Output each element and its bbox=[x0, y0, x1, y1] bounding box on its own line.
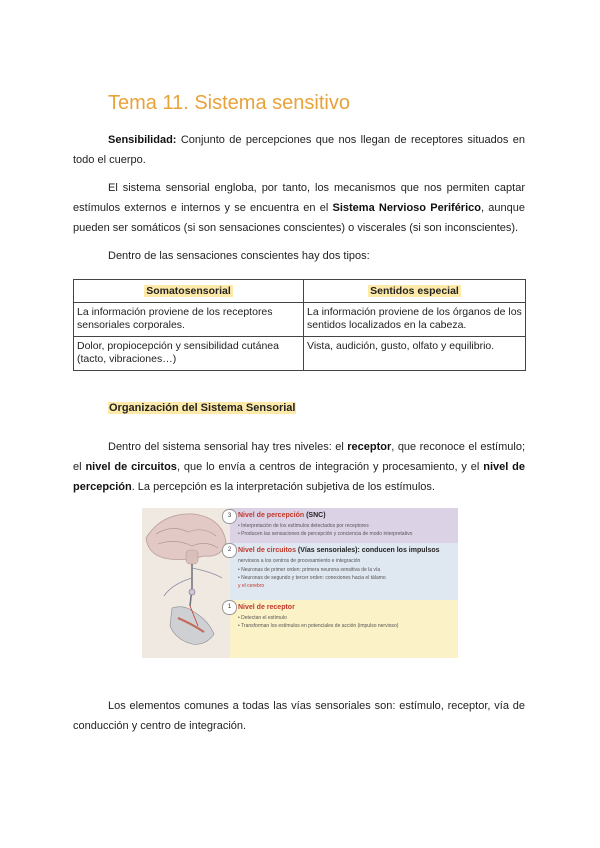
level-badge: 3 bbox=[222, 509, 237, 524]
sensations-table bbox=[73, 279, 526, 371]
paragraph-text: Dentro de las sensaciones conscientes hay dos tipos: bbox=[108, 250, 370, 262]
section-heading: Organización del Sistema Sensorial bbox=[109, 402, 296, 414]
level-badge: 1 bbox=[222, 600, 237, 615]
figure-bullet: • Transforman los estímulos en potenciales de acción (impulso nervioso) bbox=[238, 623, 399, 629]
term-nivel-circuitos: nivel de circuitos bbox=[85, 461, 177, 473]
paragraph-elementos bbox=[73, 696, 525, 736]
table-header: Somatosensorial bbox=[74, 280, 304, 303]
definition-text: Conjunto de percepciones que nos llegan de receptores situados en todo el cuerpo. bbox=[73, 134, 525, 166]
figure-note: y el cerebro bbox=[238, 583, 265, 589]
term-sensibilidad: Sensibilidad: bbox=[108, 134, 177, 146]
table-row bbox=[74, 337, 526, 371]
paragraph-niveles: Dentro del sistema sensorial hay tres niveles: el receptor, que reconoce el estímulo; el nivel de circuitos, que lo envía a centros de integración y procesamiento, y el nivel de percepción. La percepción es la interpretación subjetiva de los estímulos. bbox=[73, 441, 526, 493]
page-title: Tema 11. Sistema sensitivo bbox=[108, 92, 350, 114]
table-header: Sentidos especial bbox=[304, 280, 526, 303]
figure-text: nerviosos a los centros de procesamiento e integración bbox=[238, 558, 361, 564]
figure-bullet: • Producen las sensaciones de percepción y conciencia de modo interpretativo bbox=[238, 531, 413, 537]
receptor-level-heading: Nivel de receptor bbox=[238, 604, 295, 611]
figure-bullet: • Interpretación de los estímulos detectados por receptores bbox=[238, 523, 369, 529]
figure-bullet: • Neuronas de segundo y tercer orden: conexiones hacia el tálamo bbox=[238, 575, 386, 581]
figure-bullet: • Neuronas de primer orden: primera neurona sensitiva de la vía bbox=[238, 567, 381, 573]
paragraph-text: El sistema sensorial engloba, por tanto, los mecanismos que nos permiten captar estímulos externos e internos y se encuentra en el bbox=[73, 182, 525, 214]
paragraph-text: , aunque pueden ser somáticos (si son sensaciones conscientes) o viscerales (si son inconscientes). bbox=[73, 202, 526, 234]
figure-bullet: • Detectan el estímulo bbox=[238, 615, 287, 621]
paragraph-sistema-sensorial bbox=[73, 178, 525, 238]
circuits-level-heading: Nivel de circuitos (Vías sensoriales): conducen los impulsos bbox=[238, 547, 440, 554]
nervous-system-illustration bbox=[142, 508, 230, 658]
table-header-row bbox=[74, 280, 526, 303]
table-row bbox=[74, 303, 526, 337]
term-receptor: receptor bbox=[347, 441, 392, 453]
perception-level-heading: Nivel de percepción (SNC) bbox=[238, 512, 326, 519]
paragraph-tipos bbox=[73, 246, 525, 266]
term-nivel-percepcion: nivel de percepción bbox=[73, 461, 526, 493]
sensory-levels-figure bbox=[142, 508, 458, 658]
term-snp: Sistema Nervioso Periférico bbox=[332, 202, 481, 214]
paragraph-text: Los elementos comunes a todas las vías sensoriales son: estímulo, receptor, vía de conducción y centro de integración. bbox=[73, 700, 525, 732]
table-cell: La información proviene de los receptores sensoriales corporales. bbox=[74, 303, 304, 337]
table-cell: Vista, audición, gusto, olfato y equilibrio. bbox=[304, 337, 526, 371]
table-cell: La información proviene de los órganos de los sentidos localizados en la cabeza. bbox=[304, 303, 526, 337]
table-cell: Dolor, propiocepción y sensibilidad cutánea (tacto, vibraciones…) bbox=[74, 337, 304, 371]
paragraph-sensibilidad bbox=[73, 130, 525, 170]
level-badge: 2 bbox=[222, 543, 237, 558]
